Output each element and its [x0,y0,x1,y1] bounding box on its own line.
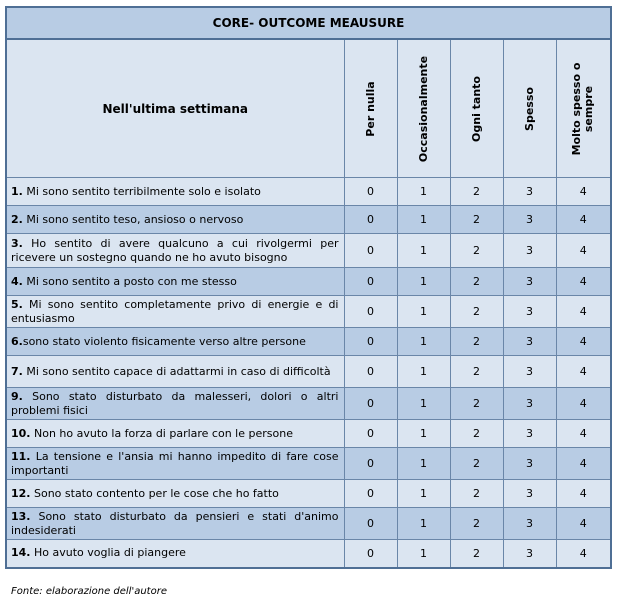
score-cell: 0 [344,328,397,356]
score-cell: 3 [503,356,556,388]
score-cell: 0 [344,480,397,508]
table-row [6,296,611,328]
score-cell: 4 [556,540,611,568]
score-cell: 1 [397,268,450,296]
question-cell [6,296,344,328]
question-cell [6,206,344,234]
question-text: La tensione e l'ansia mi hanno impedito di fare cose importanti [11,449,342,477]
table-row [6,206,611,234]
table-row [6,508,611,540]
score-cell: 3 [503,178,556,206]
score-cell: 2 [450,296,503,328]
score-cell: 0 [344,268,397,296]
question-text: Sono stato disturbato da pensieri e stati d'animo indesiderati [11,509,342,537]
score-cell: 3 [503,296,556,328]
score-cell: 1 [397,540,450,568]
score-cell: 0 [344,508,397,540]
score-cell: 4 [556,448,611,480]
score-cell: 0 [344,296,397,328]
column-header [397,39,450,178]
column-header-line: Occasionalmente [416,55,430,162]
table-row [6,328,611,356]
score-cell: 3 [503,480,556,508]
score-cell: 0 [344,448,397,480]
score-cell: 4 [556,296,611,328]
question-text: Non ho avuto la forza di parlare con le persone [30,426,293,440]
table-row [6,388,611,420]
column-header [503,39,556,178]
question-number: 5. [11,297,23,311]
score-cell: 1 [397,234,450,268]
column-header-label [365,81,377,136]
score-cell: 4 [556,206,611,234]
table-row [6,420,611,448]
score-cell: 3 [503,540,556,568]
score-cell: 3 [503,508,556,540]
score-cell: 2 [450,388,503,420]
question-cell [6,480,344,508]
question-text: Sono stato contento per le cose che ho fatto [30,486,279,500]
score-cell: 1 [397,206,450,234]
score-cell: 0 [344,234,397,268]
score-cell: 4 [556,328,611,356]
score-cell: 1 [397,178,450,206]
score-cell: 3 [503,268,556,296]
table-row [6,178,611,206]
score-cell: 1 [397,356,450,388]
score-cell: 4 [556,178,611,206]
score-cell: 0 [344,356,397,388]
score-cell: 4 [556,268,611,296]
question-number: 1. [11,184,23,198]
score-cell: 1 [397,480,450,508]
question-number: 10. [11,426,31,440]
score-cell: 2 [450,420,503,448]
score-cell: 0 [344,540,397,568]
score-cell: 3 [503,448,556,480]
question-text: Ho avuto voglia di piangere [30,546,186,560]
score-cell: 2 [450,268,503,296]
column-header [344,39,397,178]
score-cell: 3 [503,328,556,356]
question-number: 7. [11,364,23,378]
question-cell [6,388,344,420]
row-header: Nell'ultima settimana [6,39,344,178]
score-cell: 3 [503,420,556,448]
score-cell: 4 [556,480,611,508]
question-text: sono stato violento fisicamente verso altre persone [22,334,306,348]
question-cell [6,178,344,206]
question-cell [6,356,344,388]
question-number: 2. [11,212,23,226]
question-text: Mi sono sentito terribilmente solo e isolato [22,184,261,198]
question-number: 6. [11,334,23,348]
score-cell: 3 [503,234,556,268]
question-cell [6,508,344,540]
score-cell: 3 [503,388,556,420]
table-row [6,540,611,568]
column-header-label [418,55,430,161]
question-number: 9. [11,389,23,403]
score-cell: 1 [397,508,450,540]
question-text: Mi sono sentito teso, ansioso o nervoso [22,212,244,226]
score-cell: 3 [503,206,556,234]
score-cell: 1 [397,328,450,356]
table-title: CORE- OUTCOME MEAUSURE [6,7,611,39]
score-cell: 4 [556,234,611,268]
question-number: 12. [11,486,31,500]
score-cell: 1 [397,420,450,448]
source-note: Fonte: elaborazione dell'autore [11,586,167,597]
question-cell [6,328,344,356]
question-text: Ho sentito di avere qualcuno a cui rivolgermi per ricevere un sostegno quando ne ho avuto bisogno [11,236,342,264]
core-om-table [5,6,612,569]
question-cell [6,268,344,296]
column-header [450,39,503,178]
table-row [6,234,611,268]
column-header-label [471,76,483,142]
score-cell: 2 [450,448,503,480]
column-header-line: Ogni tanto [469,75,483,142]
score-cell: 2 [450,508,503,540]
question-number: 4. [11,274,23,288]
question-text: Sono stato disturbato da malesseri, dolori o altri problemi fisici [11,389,342,417]
question-number: 11. [11,449,31,463]
score-cell: 2 [450,540,503,568]
column-header-line: Molto spesso o [570,62,584,155]
core-om-table-container [5,6,610,569]
table-row [6,480,611,508]
score-cell: 4 [556,388,611,420]
score-cell: 0 [344,178,397,206]
column-header-label [524,87,536,131]
question-number: 13. [11,509,31,523]
column-header-label [571,62,595,155]
score-cell: 2 [450,480,503,508]
score-cell: 4 [556,420,611,448]
question-cell [6,540,344,568]
score-cell: 1 [397,448,450,480]
question-cell [6,420,344,448]
score-cell: 0 [344,420,397,448]
score-cell: 2 [450,328,503,356]
question-cell [6,234,344,268]
table-row [6,268,611,296]
column-header [556,39,611,178]
question-text: Mi sono sentito a posto con me stesso [22,274,237,288]
question-number: 3. [11,236,23,250]
score-cell: 2 [450,178,503,206]
score-cell: 4 [556,356,611,388]
table-row [6,448,611,480]
question-text: Mi sono sentito capace di adattarmi in caso di difficoltà [22,364,331,378]
column-header-line: Per nulla [363,80,377,137]
score-cell: 2 [450,234,503,268]
score-cell: 1 [397,388,450,420]
question-text: Mi sono sentito completamente privo di energie e di entusiasmo [11,297,342,325]
table-row [6,356,611,388]
score-cell: 4 [556,508,611,540]
score-cell: 2 [450,356,503,388]
question-cell [6,448,344,480]
question-number: 14. [11,546,31,560]
score-cell: 0 [344,388,397,420]
score-cell: 0 [344,206,397,234]
column-header-line: sempre [582,85,596,132]
column-header-line: Spesso [522,86,536,131]
score-cell: 1 [397,296,450,328]
score-cell: 2 [450,206,503,234]
